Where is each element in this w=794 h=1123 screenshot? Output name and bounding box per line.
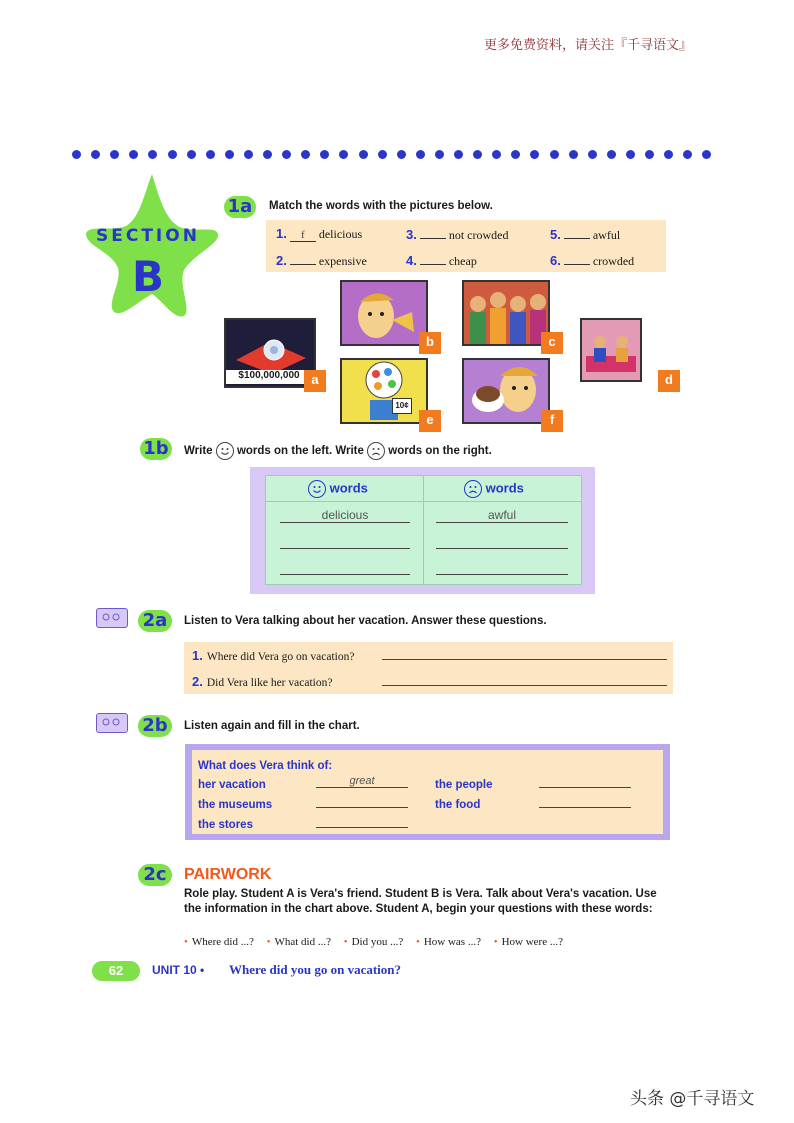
exercise-1b-badge: 1b: [140, 438, 172, 460]
chart-answer-line[interactable]: great: [316, 775, 408, 788]
pairwork-title: PAIRWORK: [184, 866, 272, 883]
divider-dot: [359, 150, 368, 159]
question-prompts: • Where did ...? • What did ...? • Did you ...? • How was ...? • How were ...?: [184, 936, 563, 948]
picture-e-caption: 10¢: [392, 398, 412, 414]
section-letter: B: [132, 252, 165, 301]
frowning-face-icon: [367, 442, 385, 460]
page-number: 62: [92, 961, 140, 981]
picture-label-a: a: [304, 370, 326, 392]
divider-dot: [168, 150, 177, 159]
divider-dot: [511, 150, 520, 159]
divider-dot: [320, 150, 329, 159]
answer-blank[interactable]: [564, 252, 590, 265]
prompt-item: Where did ...?: [191, 936, 254, 948]
question-item: 2. Did Vera like her vacation?: [192, 674, 333, 689]
opinion-chart: [192, 750, 663, 834]
divider-dot: [435, 150, 444, 159]
divider-dot: [148, 150, 157, 159]
divider-dot: [225, 150, 234, 159]
picture-label-d: d: [658, 370, 680, 392]
divider-dot: [282, 150, 291, 159]
picture-b-awful: [340, 280, 428, 346]
dotted-divider: [72, 150, 722, 162]
chart-title: What does Vera think of:: [198, 760, 333, 772]
chart-row-label: her vacation: [198, 779, 266, 791]
answer-blank[interactable]: [564, 226, 590, 239]
divider-dot: [91, 150, 100, 159]
match-item: 4. cheap: [406, 253, 477, 268]
answer-line[interactable]: [382, 659, 667, 660]
divider-dot: [397, 150, 406, 159]
words-table: [265, 475, 582, 585]
match-item: 6. crowded: [550, 253, 635, 268]
bad-word-line[interactable]: awful: [436, 508, 568, 523]
divider-dot: [473, 150, 482, 159]
picture-label-c: c: [541, 332, 563, 354]
divider-dot: [339, 150, 348, 159]
prompt-item: What did ...?: [274, 936, 331, 948]
divider-dot: [244, 150, 253, 159]
divider-dot: [378, 150, 387, 159]
match-item: 3. not crowded: [406, 227, 509, 242]
divider-dot: [263, 150, 272, 159]
divider-dot: [492, 150, 501, 159]
exercise-2b-instruction: Listen again and fill in the chart.: [184, 720, 360, 732]
picture-f-delicious: [462, 358, 550, 424]
bad-word-line[interactable]: [436, 534, 568, 549]
good-word-line[interactable]: delicious: [280, 508, 410, 523]
match-item: 1. f delicious: [276, 226, 363, 241]
divider-dot: [569, 150, 578, 159]
exercise-2a-badge: 2a: [138, 610, 172, 632]
match-item: 2. expensive: [276, 253, 367, 268]
divider-dot: [664, 150, 673, 159]
chart-row-label: the museums: [198, 799, 273, 811]
divider-dot: [607, 150, 616, 159]
picture-a-caption: $100,000,000: [226, 370, 312, 384]
divider-dot: [454, 150, 463, 159]
exercise-2c-badge: 2c: [138, 864, 172, 886]
good-word-line[interactable]: [280, 534, 410, 549]
chart-row-label: the food: [435, 799, 481, 811]
picture-label-f: f: [541, 410, 563, 432]
prompt-item: How was ...?: [423, 936, 481, 948]
exercise-2a-instruction: Listen to Vera talking about her vacation. Answer these questions.: [184, 615, 547, 627]
chart-answer-line[interactable]: [316, 815, 408, 828]
divider-dot: [530, 150, 539, 159]
divider-dot: [588, 150, 597, 159]
chart-answer-line[interactable]: [316, 795, 408, 808]
answer-blank[interactable]: [420, 252, 446, 265]
divider-dot: [206, 150, 215, 159]
picture-a-expensive: [224, 318, 316, 388]
picture-d-not-crowded: [580, 318, 642, 382]
frowning-face-icon: [464, 480, 482, 498]
exercise-2b-badge: 2b: [138, 715, 172, 737]
header-note: 更多免费资料，请关注『千寻语文』: [484, 38, 693, 53]
picture-label-e: e: [419, 410, 441, 432]
divider-dot: [626, 150, 635, 159]
cassette-tape-icon: [96, 713, 128, 733]
exercise-1a-badge: 1a: [224, 196, 256, 218]
divider-dot: [550, 150, 559, 159]
divider-dot: [129, 150, 138, 159]
exercise-1a-instruction: Match the words with the pictures below.: [269, 200, 493, 212]
picture-label-b: b: [419, 332, 441, 354]
divider-dot: [301, 150, 310, 159]
divider-dot: [416, 150, 425, 159]
chart-answer-line[interactable]: [539, 795, 631, 808]
cassette-tape-icon: [96, 608, 128, 628]
bad-words-header: words: [464, 480, 524, 498]
answer-blank[interactable]: [420, 226, 446, 239]
divider-dot: [187, 150, 196, 159]
exercise-1b-instruction: Write words on the left. Write words on the right.: [184, 442, 492, 460]
pairwork-instruction: Role play. Student A is Vera's friend. Student B is Vera. Talk about Vera's vacation. Use the information in the chart above. Student A, begin your questions with these words:: [184, 888, 657, 915]
divider-dot: [645, 150, 654, 159]
picture-e-cheap: [340, 358, 428, 424]
divider-dot: [683, 150, 692, 159]
chart-row-label: the stores: [198, 819, 253, 831]
divider-dot: [72, 150, 81, 159]
prompt-item: Did you ...?: [351, 936, 404, 948]
answer-line[interactable]: [382, 685, 667, 686]
chart-answer-line[interactable]: [539, 775, 631, 788]
watermark: 头条 @千寻语文: [630, 1089, 755, 1109]
good-words-header: words: [308, 480, 368, 498]
unit-title: Where did you go on vacation?: [229, 962, 402, 977]
smiley-face-icon: [308, 480, 326, 498]
section-word: SECTION: [96, 226, 200, 246]
answer-blank[interactable]: f: [290, 229, 316, 242]
question-item: 1. Where did Vera go on vacation?: [192, 648, 355, 663]
divider-dot: [110, 150, 119, 159]
answer-blank[interactable]: [290, 252, 316, 265]
good-word-line[interactable]: [280, 560, 410, 575]
bad-word-line[interactable]: [436, 560, 568, 575]
prompt-item: How were ...?: [501, 936, 563, 948]
smiley-face-icon: [216, 442, 234, 460]
divider-dot: [702, 150, 711, 159]
match-item: 5. awful: [550, 227, 621, 242]
picture-c-crowded: [462, 280, 550, 346]
unit-label: UNIT 10 •: [152, 963, 205, 977]
chart-row-label: the people: [435, 779, 493, 791]
